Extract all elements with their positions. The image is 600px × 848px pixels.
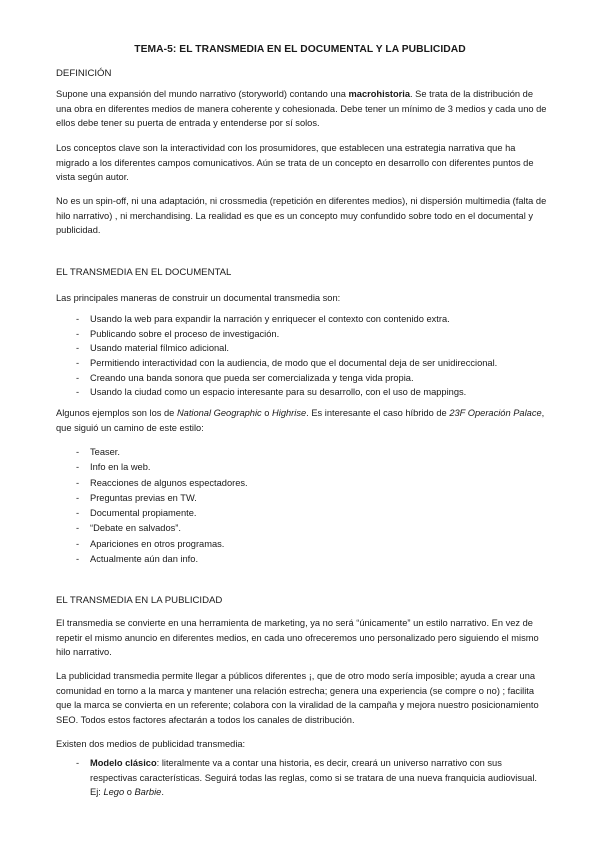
list-item: - Permitiendo interactividad con la audiencia, de modo que el documental deja de ser unidireccional.	[56, 356, 548, 371]
dash-bullet: -	[76, 358, 80, 369]
page-title: TEMA-5: EL TRANSMEDIA EN EL DOCUMENTAL Y LA PUBLICIDAD	[134, 44, 466, 55]
list-item: - Usando material fílmico adicional.	[56, 341, 548, 356]
documental-case-steps-list	[56, 445, 548, 567]
definicion-paragraph-2: Los conceptos clave son la interactividad con los prosumidores, que establecen una estrategia narrativa que ha migrado a los diferentes campos comunicativos. Aún se trata de un concepto en desarrollo con diferentes puntos de vista según autor.	[56, 143, 534, 183]
publicidad-paragraph-3: Existen dos medios de publicidad transmedia:	[56, 739, 246, 749]
example-national-geographic: National Geographic	[176, 408, 262, 418]
dash-bullet: -	[76, 314, 80, 324]
example-23f-operacion-palace: 23F Operación Palace	[449, 408, 542, 418]
list-item: - “Debate en salvados”.	[56, 521, 548, 536]
definicion-paragraph-1	[56, 87, 548, 131]
dash-bullet: -	[76, 523, 80, 534]
section-heading-definicion: DEFINICIÓN	[56, 68, 112, 79]
dash-bullet: -	[76, 328, 80, 339]
publicidad-paragraph-1: El transmedia se convierte en una herramienta de marketing, ya no será “únicamente” un estilo narrativo. En vez de repetir el mismo anuncio en diferentes medios, en cada uno ofreceremos uno personalizado pero siguiendo el mismo hilo narrativo.	[56, 618, 539, 658]
dash-bullet: -	[76, 554, 80, 565]
documental-methods-list	[56, 312, 548, 400]
list-item: - Apariciones en otros programas.	[56, 537, 548, 552]
dash-bullet: -	[76, 758, 80, 768]
list-item: - Reacciones de algunos espectadores.	[56, 476, 548, 491]
example-highrise: Highrise	[272, 408, 307, 418]
list-item: - Teaser.	[56, 445, 548, 460]
dash-bullet: -	[76, 462, 80, 473]
bold-term: macrohistoria	[348, 89, 411, 99]
bold-term: Modelo clásico	[90, 758, 157, 768]
example-barbie: Barbie	[134, 787, 162, 798]
dash-bullet: -	[76, 387, 80, 398]
dash-bullet: -	[76, 477, 80, 488]
list-item: - Usando la web para expandir la narración y enriquecer el contexto con contenido extra.	[56, 312, 548, 327]
example-lego: Lego	[103, 787, 125, 798]
list-item: - Info en la web.	[56, 460, 548, 475]
section-heading-documental: EL TRANSMEDIA EN EL DOCUMENTAL	[56, 267, 232, 278]
list-item: - Publicando sobre el proceso de investigación.	[56, 327, 548, 342]
dash-bullet: -	[76, 447, 80, 457]
dash-bullet: -	[76, 343, 80, 354]
section-heading-publicidad: EL TRANSMEDIA EN LA PUBLICIDAD	[56, 595, 223, 606]
text-run: . Se trata de la distribución de una obra en diferentes medios de manera coherente y cohesionada. Debe tener un mínimo de 3 medios y cada uno de ellos debe tener su puerta de entrada y entenderse por sí solos.	[56, 89, 547, 129]
list-item: - Preguntas previas en TW.	[56, 491, 548, 506]
dash-bullet: -	[76, 538, 80, 549]
dash-bullet: -	[76, 492, 80, 503]
list-item: Modelo clásico: literalmente va a contar una historia, es decir, creará un universo narrativo con sus respectivas características. Seguirá todas las reglas, como si se tratara de una nueva franquicia audiovisual. Ej: Lego o Barbie.	[90, 758, 537, 798]
definicion-paragraph-3: No es un spin-off, ni una adaptación, ni crossmedia (repetición en diferentes medios), ni dispersión multimedia (falta de hilo narrativo) , ni merchandising. La realidad es que es un concepto muy confundido sobre todo en el documental y publicidad.	[56, 196, 547, 236]
documental-intro: Las principales maneras de construir un documental transmedia son:	[56, 293, 341, 303]
documental-examples-paragraph: Algunos ejemplos son los de National Geographic o Highrise. Es interesante el caso híbrido de 23F Operación Palace, que siguió un camino de este estilo:	[56, 408, 545, 433]
publicidad-paragraph-2: La publicidad transmedia permite llegar a públicos diferentes ¡, que de otro modo sería imposible; ayuda a crear una comunidad en torno a la marca y mantener una relación estrecha; genera una experiencia (se compre o no) ; facilita que la marca se convierta en un referente; colabora con la viralidad de la campaña y mejora nuestro posicionamiento SEO. Todos estos factores afectarán a todos los canales de distribución.	[56, 671, 539, 725]
list-item: - Documental propiamente.	[56, 506, 548, 521]
dash-bullet: -	[76, 372, 80, 383]
text-run: Supone una expansión del mundo narrativo (storyworld) contando una	[56, 89, 349, 99]
list-item: - Usando la ciudad como un espacio interesante para su desarrollo, con el uso de mappings.	[56, 385, 548, 400]
list-item: - Creando una banda sonora que pueda ser comercializada y tenga vida propia.	[56, 371, 548, 386]
dash-bullet: -	[76, 508, 80, 519]
list-item: - Actualmente aún dan info.	[56, 552, 548, 567]
